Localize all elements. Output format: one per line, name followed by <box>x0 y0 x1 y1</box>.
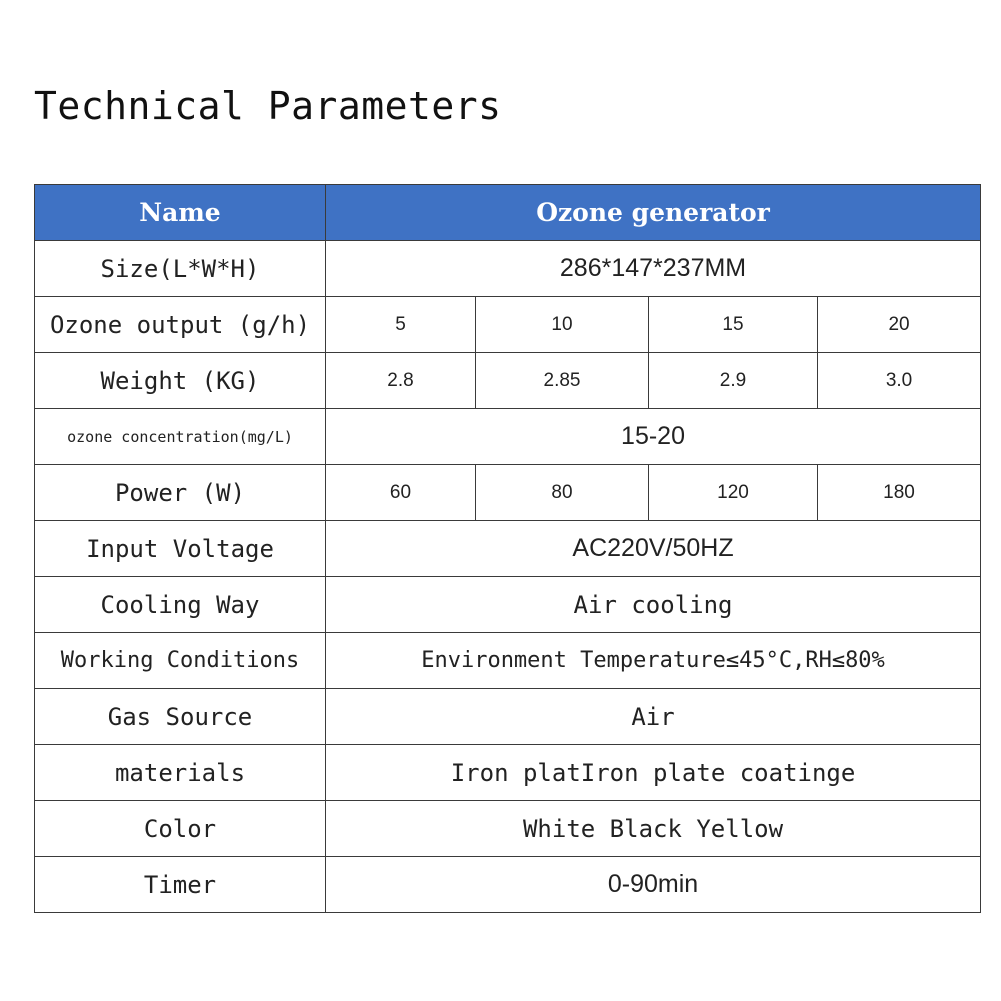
weight-value: 2.85 <box>476 353 649 409</box>
label-cooling-way: Cooling Way <box>35 577 326 633</box>
label-color: Color <box>35 801 326 857</box>
label-weight: Weight (KG) <box>35 353 326 409</box>
value-size: 286*147*237MM <box>326 241 981 297</box>
label-ozone-output: Ozone output (g/h) <box>35 297 326 353</box>
row-concentration <box>35 409 981 465</box>
row-ozone-output <box>35 297 981 353</box>
row-timer <box>35 857 981 913</box>
row-input-voltage <box>35 521 981 577</box>
value-input-voltage: AC220V/50HZ <box>326 521 981 577</box>
power-value: 180 <box>818 465 981 521</box>
ozone-output-value: 15 <box>649 297 818 353</box>
weight-value: 3.0 <box>818 353 981 409</box>
value-cooling-way: Air cooling <box>326 577 981 633</box>
label-input-voltage: Input Voltage <box>35 521 326 577</box>
header-product: Ozone generator <box>326 185 981 241</box>
label-timer: Timer <box>35 857 326 913</box>
ozone-output-value: 10 <box>476 297 649 353</box>
value-materials: Iron platIron plate coatinge <box>326 745 981 801</box>
row-size <box>35 241 981 297</box>
value-working-conditions: Environment Temperature≤45°C,RH≤80% <box>326 633 981 689</box>
row-color <box>35 801 981 857</box>
value-color: White Black Yellow <box>326 801 981 857</box>
ozone-output-value: 5 <box>326 297 476 353</box>
value-timer: 0-90min <box>326 857 981 913</box>
power-value: 60 <box>326 465 476 521</box>
row-weight <box>35 353 981 409</box>
ozone-output-value: 20 <box>818 297 981 353</box>
table-header-row <box>35 185 981 241</box>
label-power: Power (W) <box>35 465 326 521</box>
label-size: Size(L*W*H) <box>35 241 326 297</box>
header-name: Name <box>35 185 326 241</box>
row-cooling-way <box>35 577 981 633</box>
power-value: 120 <box>649 465 818 521</box>
row-gas-source <box>35 689 981 745</box>
weight-value: 2.8 <box>326 353 476 409</box>
row-power <box>35 465 981 521</box>
row-materials <box>35 745 981 801</box>
label-concentration: ozone concentration(mg/L) <box>35 409 326 465</box>
power-value: 80 <box>476 465 649 521</box>
label-materials: materials <box>35 745 326 801</box>
value-gas-source: Air <box>326 689 981 745</box>
weight-value: 2.9 <box>649 353 818 409</box>
row-working-conditions <box>35 633 981 689</box>
technical-parameters-table <box>34 184 981 913</box>
page-title: Technical Parameters <box>34 84 502 128</box>
label-working-conditions: Working Conditions <box>35 633 326 689</box>
label-gas-source: Gas Source <box>35 689 326 745</box>
value-concentration: 15-20 <box>326 409 981 465</box>
